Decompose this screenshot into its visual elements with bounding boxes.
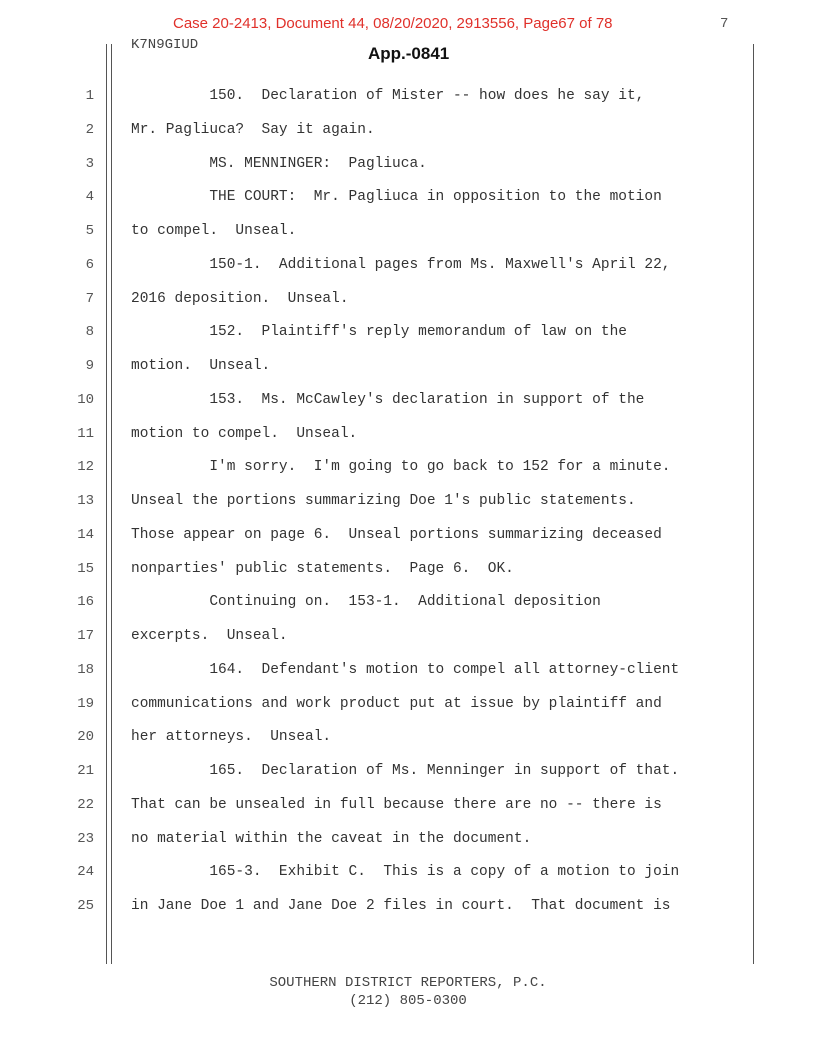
transcript-line	[0, 823, 816, 857]
transcript-line	[0, 485, 816, 519]
line-text: THE COURT: Mr. Pagliuca in opposition to the motion	[131, 189, 662, 206]
line-text: motion. Unseal.	[131, 358, 271, 374]
transcript-line	[0, 586, 816, 620]
transcript-line	[0, 114, 816, 148]
line-text: That can be unsealed in full because there are no -- there is	[131, 796, 662, 813]
transcript-line	[0, 80, 816, 114]
line-text: Those appear on page 6. Unseal portions summarizing deceased	[131, 526, 662, 543]
line-text: 165-3. Exhibit C. This is a copy of a motion to join	[131, 864, 680, 881]
line-number: 4	[85, 189, 94, 206]
transcript-line	[0, 418, 816, 452]
line-number: 10	[77, 391, 94, 408]
transcript-line	[0, 890, 816, 924]
line-number: 6	[85, 256, 94, 273]
transcript-line	[0, 688, 816, 722]
line-number: 9	[85, 358, 94, 374]
appendix-page-label: App.-0841	[368, 44, 450, 63]
line-text: I'm sorry. I'm going to go back to 152 for a minute.	[131, 459, 671, 476]
transcript-line	[0, 181, 816, 215]
transcript-line	[0, 215, 816, 249]
transcript-lines	[0, 80, 816, 924]
transcript-line	[0, 620, 816, 654]
line-text: Continuing on. 153-1. Additional deposition	[131, 594, 601, 611]
line-text: MS. MENNINGER: Pagliuca.	[131, 155, 427, 172]
line-text: communications and work product put at issue by plaintiff and	[131, 695, 662, 712]
line-number: 20	[77, 729, 94, 746]
footer-reporter: SOUTHERN DISTRICT REPORTERS, P.C.	[269, 975, 547, 991]
transcript-line	[0, 856, 816, 890]
line-number: 15	[77, 560, 94, 577]
transcript-line	[0, 350, 816, 384]
transcript-line	[0, 789, 816, 823]
transcript-line	[0, 384, 816, 418]
transcript-line	[0, 249, 816, 283]
line-number: 13	[77, 493, 94, 509]
page-number: 7	[720, 16, 729, 32]
line-number: 12	[77, 459, 94, 476]
transcript-line	[0, 148, 816, 182]
line-number: 2	[85, 121, 94, 138]
transcript-line	[0, 755, 816, 789]
line-text: no material within the caveat in the document.	[131, 830, 532, 847]
transcript-line	[0, 519, 816, 553]
line-text: 152. Plaintiff's reply memorandum of law on the	[131, 324, 627, 341]
line-text: to compel. Unseal.	[131, 223, 297, 239]
transcript-line	[0, 654, 816, 688]
line-number: 11	[77, 425, 94, 442]
case-code: K7N9GIUD	[131, 37, 199, 53]
line-text: 153. Ms. McCawley's declaration in support of the	[131, 391, 645, 408]
transcript-line	[0, 721, 816, 755]
line-text: 164. Defendant's motion to compel all attorney-client	[131, 661, 680, 678]
line-text: 150-1. Additional pages from Ms. Maxwell's April 22,	[131, 256, 671, 273]
footer-phone: (212) 805-0300	[349, 993, 467, 1009]
line-text: in Jane Doe 1 and Jane Doe 2 files in court. That document is	[131, 898, 671, 914]
transcript-line	[0, 283, 816, 317]
line-text: 150. Declaration of Mister -- how does he say it,	[131, 88, 645, 104]
line-number: 1	[85, 88, 94, 104]
line-number: 24	[77, 864, 94, 881]
line-number: 18	[77, 661, 94, 678]
line-number: 17	[77, 628, 94, 644]
line-text: nonparties' public statements. Page 6. OK.	[131, 560, 514, 577]
transcript-line	[0, 451, 816, 485]
line-number: 8	[85, 324, 94, 341]
line-number: 21	[77, 763, 94, 779]
transcript-line	[0, 316, 816, 350]
line-number: 25	[77, 898, 94, 914]
line-text: 2016 deposition. Unseal.	[131, 290, 349, 307]
line-text: motion to compel. Unseal.	[131, 425, 358, 442]
line-text: excerpts. Unseal.	[131, 628, 288, 644]
line-text: 165. Declaration of Ms. Menninger in support of that.	[131, 763, 680, 779]
line-number: 3	[85, 155, 94, 172]
line-number: 19	[77, 695, 94, 712]
line-number: 5	[85, 223, 94, 239]
line-text: Mr. Pagliuca? Say it again.	[131, 121, 375, 138]
line-number: 14	[77, 526, 94, 543]
case-header-stamp: Case 20-2413, Document 44, 08/20/2020, 2913556, Page67 of 78	[173, 15, 613, 32]
line-number: 22	[77, 796, 94, 813]
transcript-line	[0, 553, 816, 587]
line-number: 23	[77, 830, 94, 847]
line-number: 16	[77, 594, 94, 611]
line-text: Unseal the portions summarizing Doe 1's public statements.	[131, 493, 636, 509]
line-text: her attorneys. Unseal.	[131, 729, 332, 746]
line-number: 7	[85, 290, 94, 307]
